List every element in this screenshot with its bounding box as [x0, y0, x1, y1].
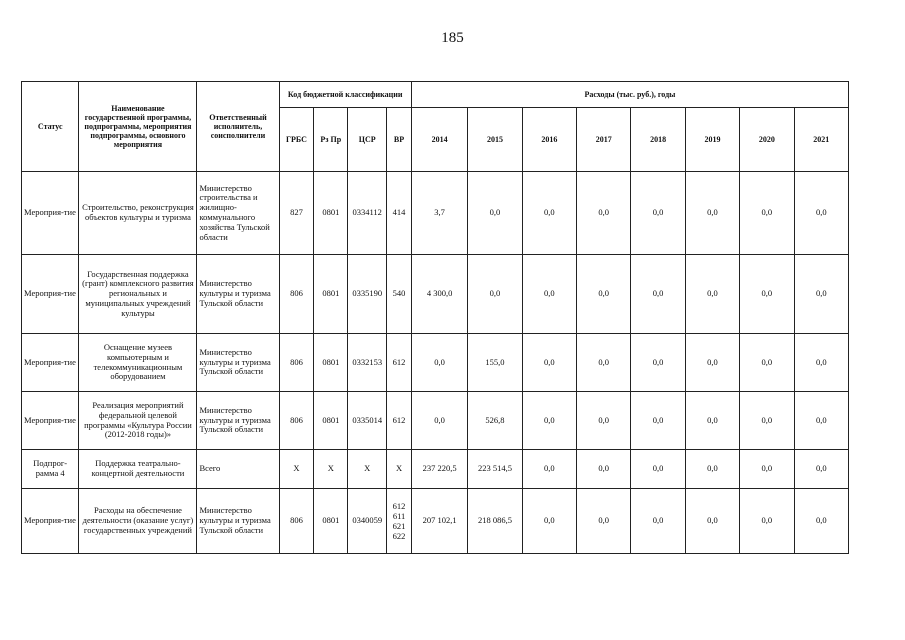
- row-value-2014: 207 102,1: [411, 489, 467, 554]
- row-value-2020: 0,0: [740, 392, 794, 450]
- row-csr: 0340059: [348, 489, 387, 554]
- row-value-2019: 0,0: [685, 255, 739, 334]
- row-value-2015: 155,0: [468, 334, 522, 392]
- row-vr: X: [387, 450, 412, 489]
- header-year-2020: 2020: [740, 108, 794, 172]
- row-value-2016: 0,0: [522, 489, 576, 554]
- row-value-2018: 0,0: [631, 172, 685, 255]
- row-csr: 0335190: [348, 255, 387, 334]
- header-status: Статус: [22, 82, 79, 172]
- header-year-2019: 2019: [685, 108, 739, 172]
- row-value-2017: 0,0: [577, 392, 631, 450]
- header-year-2017: 2017: [577, 108, 631, 172]
- row-status: Мероприя-тие: [22, 392, 79, 450]
- row-value-2017: 0,0: [577, 172, 631, 255]
- row-value-2019: 0,0: [685, 489, 739, 554]
- row-value-2014: 237 220,5: [411, 450, 467, 489]
- row-value-2021: 0,0: [794, 334, 848, 392]
- row-value-2016: 0,0: [522, 255, 576, 334]
- table-row: [22, 334, 849, 392]
- row-grbs: 806: [279, 334, 314, 392]
- row-value-2015: 218 086,5: [468, 489, 522, 554]
- row-status: Мероприя-тие: [22, 172, 79, 255]
- row-executor: Министерство строительства и жилищно-коммунального хозяйства Тульской области: [197, 172, 279, 255]
- row-rzpr: 0801: [314, 172, 348, 255]
- row-value-2014: 3,7: [411, 172, 467, 255]
- header-grbs: ГРБС: [279, 108, 314, 172]
- row-rzpr: 0801: [314, 255, 348, 334]
- row-value-2021: 0,0: [794, 489, 848, 554]
- row-executor: Министерство культуры и туризма Тульской области: [197, 489, 279, 554]
- row-csr: X: [348, 450, 387, 489]
- row-value-2017: 0,0: [577, 334, 631, 392]
- row-rzpr: X: [314, 450, 348, 489]
- header-csr: ЦСР: [348, 108, 387, 172]
- row-value-2020: 0,0: [740, 334, 794, 392]
- header-year-2021: 2021: [794, 108, 848, 172]
- row-value-2016: 0,0: [522, 172, 576, 255]
- table-row: [22, 392, 849, 450]
- header-name: Наименование государственной программы, подпрограммы, мероприятия подпрограммы, основного мероприятия: [79, 82, 197, 172]
- row-grbs: 806: [279, 489, 314, 554]
- table-row: [22, 489, 849, 554]
- header-rzpr: Рз Пр: [314, 108, 348, 172]
- row-value-2014: 0,0: [411, 392, 467, 450]
- row-value-2017: 0,0: [577, 255, 631, 334]
- row-name: Оснащение музеев компьютерным и телекоммуникационным оборудованием: [79, 334, 197, 392]
- row-value-2021: 0,0: [794, 172, 848, 255]
- table-row-subprogram: [22, 450, 849, 489]
- row-value-2019: 0,0: [685, 172, 739, 255]
- row-vr: 612 611 621 622: [387, 489, 412, 554]
- budget-table: [21, 81, 849, 554]
- row-value-2018: 0,0: [631, 450, 685, 489]
- row-grbs: 806: [279, 392, 314, 450]
- row-csr: 0334112: [348, 172, 387, 255]
- row-name: Расходы на обеспечение деятельности (оказание услуг) государственных учреждений: [79, 489, 197, 554]
- row-value-2015: 526,8: [468, 392, 522, 450]
- row-value-2015: 223 514,5: [468, 450, 522, 489]
- row-value-2018: 0,0: [631, 334, 685, 392]
- row-value-2014: 0,0: [411, 334, 467, 392]
- header-expenses: Расходы (тыс. руб.), годы: [411, 82, 848, 108]
- row-csr: 0335014: [348, 392, 387, 450]
- table-row: [22, 255, 849, 334]
- row-grbs: 827: [279, 172, 314, 255]
- row-value-2019: 0,0: [685, 450, 739, 489]
- row-rzpr: 0801: [314, 334, 348, 392]
- row-value-2018: 0,0: [631, 255, 685, 334]
- header-year-2018: 2018: [631, 108, 685, 172]
- row-vr: 414: [387, 172, 412, 255]
- row-value-2017: 0,0: [577, 450, 631, 489]
- row-value-2020: 0,0: [740, 450, 794, 489]
- page-number: 185: [441, 30, 464, 46]
- row-vr: 540: [387, 255, 412, 334]
- row-csr: 0332153: [348, 334, 387, 392]
- row-value-2021: 0,0: [794, 450, 848, 489]
- row-vr: 612: [387, 334, 412, 392]
- row-grbs: X: [279, 450, 314, 489]
- row-executor: Министерство культуры и туризма Тульской области: [197, 255, 279, 334]
- table-row: [22, 172, 849, 255]
- row-vr: 612: [387, 392, 412, 450]
- row-value-2018: 0,0: [631, 489, 685, 554]
- row-value-2020: 0,0: [740, 172, 794, 255]
- row-value-2019: 0,0: [685, 334, 739, 392]
- row-value-2018: 0,0: [631, 392, 685, 450]
- row-value-2020: 0,0: [740, 255, 794, 334]
- row-value-2017: 0,0: [577, 489, 631, 554]
- row-name: Государственная поддержка (грант) комплексного развития региональных и муниципальных учреждений культуры: [79, 255, 197, 334]
- row-value-2019: 0,0: [685, 392, 739, 450]
- row-status: Мероприя-тие: [22, 334, 79, 392]
- row-executor: Всего: [197, 450, 279, 489]
- row-name: Строительство, реконструкция объектов культуры и туризма: [79, 172, 197, 255]
- row-status: Мероприя-тие: [22, 255, 79, 334]
- row-value-2014: 4 300,0: [411, 255, 467, 334]
- row-executor: Министерство культуры и туризма Тульской области: [197, 334, 279, 392]
- row-value-2016: 0,0: [522, 392, 576, 450]
- header-year-2014: 2014: [411, 108, 467, 172]
- row-executor: Министерство культуры и туризма Тульской области: [197, 392, 279, 450]
- row-value-2020: 0,0: [740, 489, 794, 554]
- row-value-2016: 0,0: [522, 334, 576, 392]
- row-value-2021: 0,0: [794, 392, 848, 450]
- header-executor: Ответственный исполнитель, соисполнители: [197, 82, 279, 172]
- row-grbs: 806: [279, 255, 314, 334]
- header-vr: ВР: [387, 108, 412, 172]
- row-rzpr: 0801: [314, 489, 348, 554]
- header-budget-code: Код бюджетной классификации: [279, 82, 411, 108]
- header-year-2016: 2016: [522, 108, 576, 172]
- header-year-2015: 2015: [468, 108, 522, 172]
- row-value-2015: 0,0: [468, 172, 522, 255]
- row-rzpr: 0801: [314, 392, 348, 450]
- row-value-2016: 0,0: [522, 450, 576, 489]
- row-value-2015: 0,0: [468, 255, 522, 334]
- row-name: Реализация мероприятий федеральной целевой программы «Культура России (2012-2018 годы)»: [79, 392, 197, 450]
- row-status: Мероприя-тие: [22, 489, 79, 554]
- row-status: Подпрог-рамма 4: [22, 450, 79, 489]
- row-name: Поддержка театрально-концертной деятельности: [79, 450, 197, 489]
- row-value-2021: 0,0: [794, 255, 848, 334]
